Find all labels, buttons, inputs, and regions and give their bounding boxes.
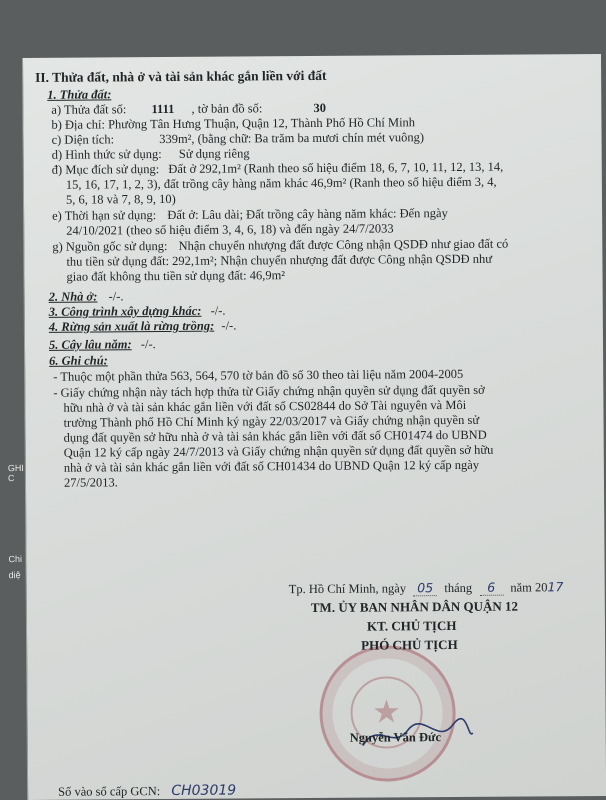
month-value: 6 [479, 580, 503, 596]
item3-heading: 3. Công trình xây dựng khác: [48, 303, 202, 319]
gcn-record-row [58, 784, 236, 800]
item4-row [49, 319, 237, 335]
item5-row [49, 337, 156, 353]
usage-form-row [52, 146, 250, 162]
role-line: PHÓ CHỦ TỊCH [361, 636, 458, 653]
item5-heading: 5. Cây lâu năm: [48, 337, 132, 352]
area-row [52, 130, 425, 148]
address-value: Phường Tân Hưng Thuận, Quận 12, Thành Phố Hồ Chí Minh [108, 115, 416, 132]
day-value: 05 [413, 580, 437, 596]
gcn-record-value: CH03019 [171, 782, 237, 799]
certificate-page [7, 54, 606, 800]
address-label: b) Địa chỉ: [51, 117, 105, 132]
item1-heading: 1. Thửa đất: [47, 87, 112, 102]
month-label: tháng [444, 580, 473, 596]
note-2-line-1: - Giấy chứng nhận này tách hợp thửa từ Giấy chứng nhận quyền sử dụng đất quyền sở [53, 382, 485, 400]
signer-name: Nguyễn Văn Đức [349, 730, 442, 745]
origin-line-3: giao đất không thu tiền sử dụng đất: 46,9m² [66, 268, 286, 284]
item4-value: -/-. [221, 318, 237, 333]
edge-note-3: diệ [8, 570, 21, 581]
purpose-line-1: Đất ở 292,1m² (Ranh theo số hiệu điểm 18, 6, 7, 10, 11, 12, 13, 14, [168, 159, 504, 176]
purpose-line-2: 15, 16, 17, 1, 2, 3), đất trồng cây hàng năm khác 46,9m² (Ranh theo số hiệu điểm 3, 4, [65, 174, 497, 192]
origin-line-2: thu tiền sử dụng đất: 292,1m²; Nhận chuyển nhượng đất được Công nhận QSDĐ như [66, 251, 493, 269]
year-value: 17 [547, 579, 564, 595]
item2-row [49, 289, 124, 305]
usage-form-value: Sử dụng riêng [178, 146, 250, 161]
note-2-line-3: trường Thành phố Hồ Chí Minh ký ngày 22/03/2017 và Giấy chứng nhận quyền sử [63, 412, 480, 430]
note-2-line-2: hữu nhà ở và tài sản khác gắn liền với đất số CS02844 do Sở Tài nguyên và Môi [63, 397, 467, 415]
kt-line: KT. CHỦ TỊCH [366, 617, 457, 634]
area-label: c) Diện tích: [51, 132, 115, 147]
term-line-2: 24/10/2021 (theo số hiệu điểm 3, 4, 6, 18) và đến ngày 24/7/2033 [66, 221, 394, 238]
gcn-record-label: Số vào sổ cấp GCN: [58, 784, 161, 799]
origin-label: g) Nguồn gốc sử dụng: [52, 238, 168, 254]
term-line-1: Đất ở: Lâu dài; Đất trồng cây hàng năm khác: Đến ngày [167, 206, 448, 222]
term-label: e) Thời hạn sử dụng: [52, 208, 157, 223]
map-sheet-label: , tờ bản đồ số: [191, 101, 263, 116]
map-sheet-value: 30 [313, 100, 326, 115]
year-label: năm 20 [510, 580, 548, 595]
place-date-row [289, 579, 564, 597]
edge-note-2: Chi [8, 554, 23, 565]
note-2-line-4: dụng đất quyền sở hữu nhà ở và tài sản khác gắn liền với đất số CH01474 do UBND [63, 427, 487, 445]
item2-heading: 2. Nhà ở: [48, 289, 98, 304]
parcel-number-label: a) Thửa đất số: [51, 102, 127, 117]
usage-form-label: d) Hình thức sử dụng: [51, 147, 162, 162]
item4-heading: 4. Rừng sản xuất là rừng trồng: [48, 318, 215, 334]
purpose-label: đ) Mục đích sử dụng: [51, 162, 160, 177]
note-2-line-7: 27/5/2013. [63, 475, 118, 490]
item6-heading: 6. Ghi chú: [49, 353, 108, 368]
origin-line-1: Nhận chuyển nhượng đất được Công nhận QSDĐ như giao đất có [178, 236, 509, 253]
item2-value: -/-. [108, 289, 124, 304]
parcel-number-value: 1111 [151, 101, 175, 117]
item5-value: -/-. [140, 337, 156, 352]
area-value: 339m², (bằng chữ: Ba trăm ba mươi chín mét vuông) [159, 130, 425, 147]
place-date-prefix: Tp. Hồ Chí Minh, ngày [288, 581, 407, 597]
org-line: TM. ỦY BAN NHÂN DÂN QUẬN 12 [310, 598, 519, 615]
edge-note-1: GHI C [7, 462, 24, 484]
note-2-line-6: nhà ở và tài sản khác gắn liền với đất số CH01434 do UBND Quận 12 ký cấp ngày [63, 457, 480, 475]
star-icon: ★ [372, 692, 402, 731]
item3-row [49, 304, 226, 320]
section-title: II. Thửa đất, nhà ở và tài sản khác gắn liền với đất [35, 67, 327, 85]
purpose-line-3: 5, 6, 18 và 7, 8, 9, 10) [65, 191, 176, 207]
note-1: - Thuộc một phần thửa 563, 564, 570 tờ bản đồ số 30 theo tài liệu năm 2004-2005 [53, 366, 464, 384]
item3-value: -/-. [210, 303, 226, 318]
note-2-line-5: Quận 12 ký cấp ngày 24/7/2013 và Giấy chứng nhận quyền sử dụng đất quyền sở hữu [63, 442, 494, 460]
official-seal [319, 645, 456, 782]
